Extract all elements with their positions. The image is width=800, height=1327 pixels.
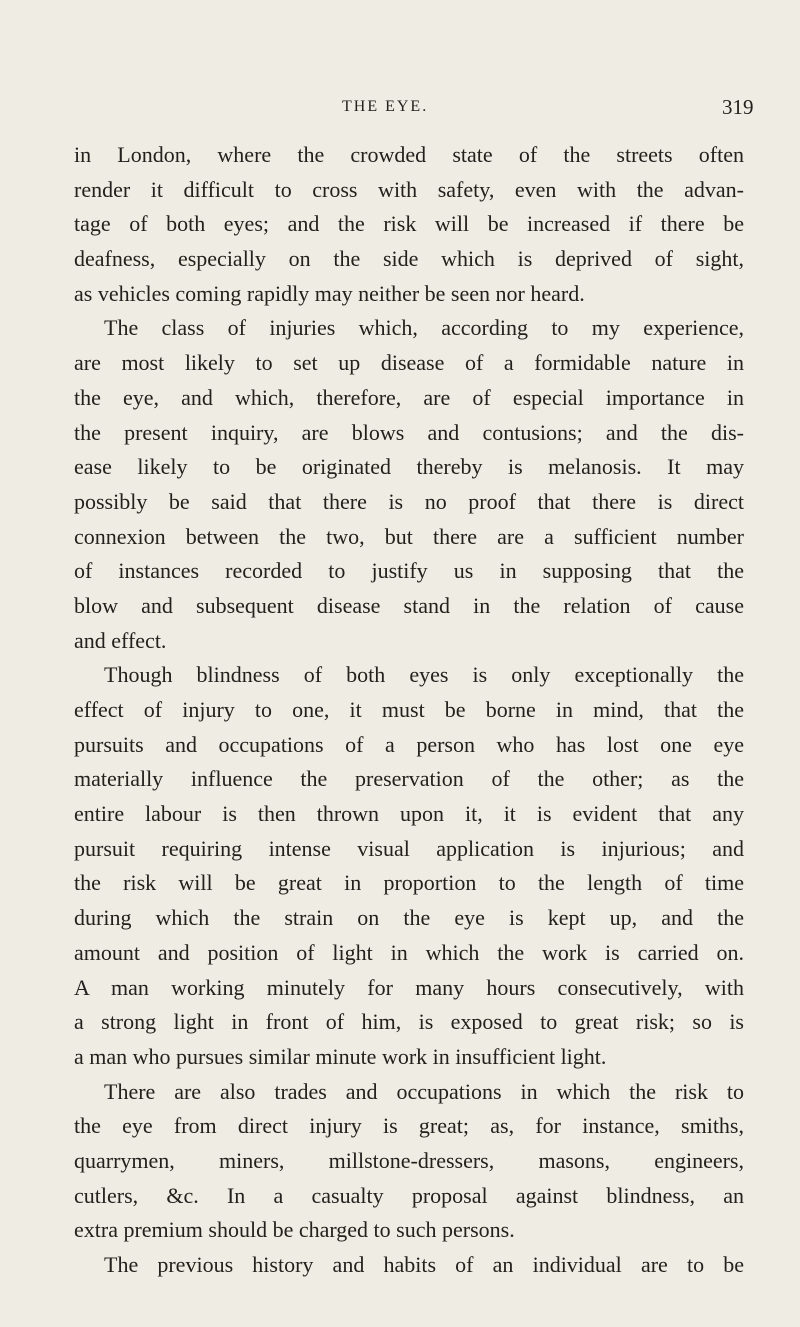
text-line: of instances recorded to justify us in supposing that the [74, 558, 744, 584]
text-line: are most likely to set up disease of a formidable nature in [74, 350, 744, 376]
text-line: and effect. [74, 627, 167, 653]
text-line: a strong light in front of him, is exposed to great risk; so is [74, 1009, 744, 1035]
text-line: Though blindness of both eyes is only exceptionally the [104, 662, 744, 688]
text-line: pursuit requiring intense visual application is injurious; and [74, 835, 744, 861]
text-line: cutlers, &c. In a casualty proposal against blindness, an [74, 1182, 744, 1208]
text-line: blow and subsequent disease stand in the relation of cause [74, 592, 744, 618]
text-line: There are also trades and occupations in which the risk to [104, 1078, 744, 1104]
text-line: possibly be said that there is no proof that there is direct [74, 488, 744, 514]
text-line: quarrymen, miners, millstone-dressers, masons, engineers, [74, 1147, 744, 1173]
text-line: the eye, and which, therefore, are of especial importance in [74, 384, 744, 410]
page-number: 319 [722, 95, 754, 119]
body-text [74, 138, 744, 1283]
text-line: materially influence the preservation of the other; as the [74, 766, 744, 792]
text-line: the present inquiry, are blows and contusions; and the dis- [74, 419, 744, 445]
text-line: effect of injury to one, it must be borne in mind, that the [74, 697, 744, 722]
text-line: deafness, especially on the side which is deprived of sight, [74, 246, 744, 272]
text-line: the eye from direct injury is great; as, for instance, smiths, [74, 1113, 744, 1139]
text-line: connexion between the two, but there are a sufficient number [74, 523, 744, 549]
text-line: as vehicles coming rapidly may neither be seen nor heard. [74, 280, 585, 306]
text-line: The previous history and habits of an individual are to be [104, 1252, 744, 1277]
text-line: A man working minutely for many hours consecutively, with [74, 974, 744, 1000]
text-line: in London, where the crowded state of the streets often [74, 142, 744, 167]
text-line: entire labour is then thrown upon it, it is evident that any [74, 801, 744, 827]
text-line: ease likely to be originated thereby is melanosis. It may [74, 454, 744, 480]
running-title: THE EYE. [342, 98, 429, 115]
text-line: amount and position of light in which the work is carried on. [74, 939, 744, 965]
text-line: a man who pursues similar minute work in insufficient light. [74, 1043, 607, 1069]
text-line: render it difficult to cross with safety, even with the advan- [74, 176, 744, 202]
text-line: during which the strain on the eye is kept up, and the [74, 905, 744, 931]
text-line: the risk will be great in proportion to the length of time [74, 870, 744, 896]
text-line: pursuits and occupations of a person who has lost one eye [74, 731, 744, 757]
text-line: The class of injuries which, according to my experience, [104, 315, 744, 341]
running-head [0, 92, 800, 122]
text-line: tage of both eyes; and the risk will be increased if there be [74, 211, 744, 237]
text-line: extra premium should be charged to such persons. [74, 1217, 515, 1243]
